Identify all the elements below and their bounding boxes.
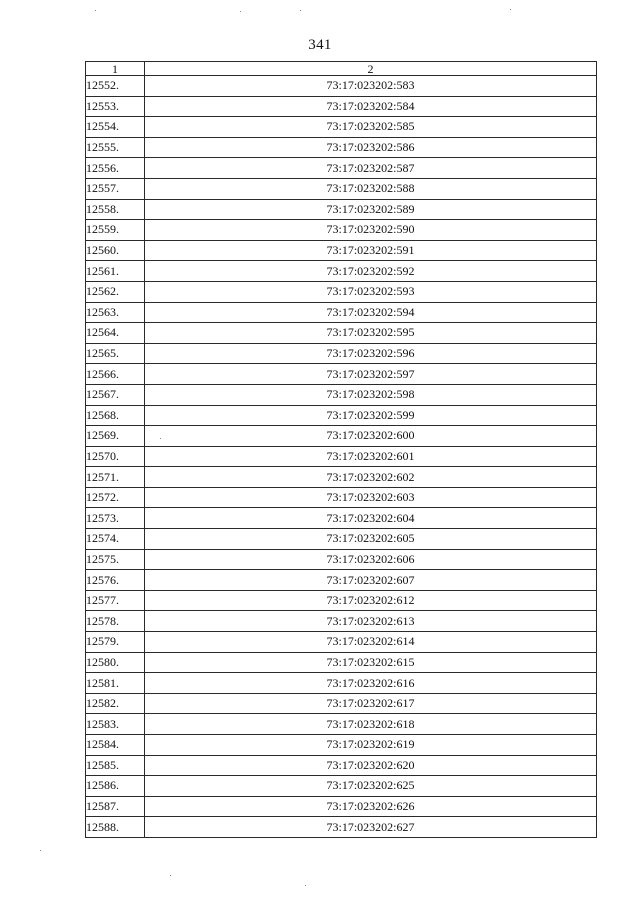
row-number: 12569.: [86, 426, 145, 447]
row-number: 12554.: [86, 117, 145, 138]
cadastral-number: 73:17:023202:618: [145, 714, 597, 735]
cadastral-number: 73:17:023202:584: [145, 96, 597, 117]
row-number: 12559.: [86, 220, 145, 241]
table-row: [86, 446, 597, 467]
table-row: [86, 405, 597, 426]
cadastral-number: 73:17:023202:602: [145, 467, 597, 488]
row-number: 12577.: [86, 590, 145, 611]
table-row: [86, 776, 597, 797]
row-number: 12562.: [86, 281, 145, 302]
cadastral-number: 73:17:023202:585: [145, 117, 597, 138]
cadastral-number: 73:17:023202:620: [145, 755, 597, 776]
table-row: [86, 240, 597, 261]
table-row: [86, 137, 597, 158]
row-number: 12570.: [86, 446, 145, 467]
row-number: 12582.: [86, 693, 145, 714]
table-row: [86, 302, 597, 323]
row-number: 12588.: [86, 817, 145, 838]
table-row: [86, 76, 597, 97]
cadastral-number: 73:17:023202:592: [145, 261, 597, 282]
row-number: 12580.: [86, 652, 145, 673]
table-row: [86, 199, 597, 220]
table-row: [86, 755, 597, 776]
cadastral-number: 73:17:023202:591: [145, 240, 597, 261]
table-row: [86, 817, 597, 838]
cadastral-number: 73:17:023202:587: [145, 158, 597, 179]
cadastral-number: 73:17:023202:594: [145, 302, 597, 323]
row-number: 12584.: [86, 735, 145, 756]
row-number: 12553.: [86, 96, 145, 117]
scan-speck: [170, 875, 171, 876]
table-row: [86, 323, 597, 344]
page-number: 341: [308, 37, 332, 53]
cadastral-number: 73:17:023202:603: [145, 487, 597, 508]
cadastral-number: 73:17:023202:616: [145, 673, 597, 694]
cadastral-number: 73:17:023202:601: [145, 446, 597, 467]
table-row: [86, 735, 597, 756]
table-row: [86, 117, 597, 138]
table-row: [86, 220, 597, 241]
table-header-row: [86, 62, 597, 76]
row-number: 12563.: [86, 302, 145, 323]
row-number: 12557.: [86, 178, 145, 199]
table-row: [86, 796, 597, 817]
cadastral-number: 73:17:023202:583: [145, 76, 597, 97]
table-row: [86, 549, 597, 570]
table-row: [86, 693, 597, 714]
table-row: [86, 570, 597, 591]
table-body: [86, 76, 597, 838]
row-number: 12578.: [86, 611, 145, 632]
cadastral-number: 73:17:023202:598: [145, 384, 597, 405]
row-number: 12576.: [86, 570, 145, 591]
table-row: [86, 96, 597, 117]
cadastral-number: 73:17:023202:593: [145, 281, 597, 302]
cadastral-number: 73:17:023202:588: [145, 178, 597, 199]
cadastral-number: 73:17:023202:596: [145, 343, 597, 364]
table-row: [86, 343, 597, 364]
column-header-1: 1: [86, 62, 145, 76]
cadastral-table: [85, 61, 597, 838]
cadastral-number: 73:17:023202:625: [145, 776, 597, 797]
table-row: [86, 673, 597, 694]
cadastral-number: 73:17:023202:627: [145, 817, 597, 838]
table-row: [86, 508, 597, 529]
cadastral-number: 73:17:023202:617: [145, 693, 597, 714]
cadastral-number: 73:17:023202:604: [145, 508, 597, 529]
row-number: 12564.: [86, 323, 145, 344]
table-row: [86, 384, 597, 405]
row-number: 12585.: [86, 755, 145, 776]
cadastral-number: 73:17:023202:605: [145, 529, 597, 550]
scan-speck: [95, 10, 96, 11]
table-row: [86, 158, 597, 179]
cadastral-number: 73:17:023202:619: [145, 735, 597, 756]
row-number: 12552.: [86, 76, 145, 97]
scan-speck: [40, 850, 41, 851]
row-number: 12568.: [86, 405, 145, 426]
cadastral-number: 73:17:023202:612: [145, 590, 597, 611]
scan-speck: [510, 9, 511, 10]
cadastral-number: 73:17:023202:607: [145, 570, 597, 591]
cadastral-number: 73:17:023202:590: [145, 220, 597, 241]
row-number: 12583.: [86, 714, 145, 735]
cadastral-number: 73:17:023202:626: [145, 796, 597, 817]
row-number: 12560.: [86, 240, 145, 261]
cadastral-number: 73:17:023202:614: [145, 632, 597, 653]
row-number: 12566.: [86, 364, 145, 385]
row-number: 12573.: [86, 508, 145, 529]
scan-speck: [240, 11, 241, 12]
row-number: 12571.: [86, 467, 145, 488]
column-header-2: 2: [145, 62, 597, 76]
table-row: [86, 487, 597, 508]
row-number: 12555.: [86, 137, 145, 158]
scan-speck: [300, 10, 301, 11]
table-row: [86, 281, 597, 302]
cadastral-number: 73:17:023202:606: [145, 549, 597, 570]
row-number: 12556.: [86, 158, 145, 179]
table-row: [86, 652, 597, 673]
row-number: 12587.: [86, 796, 145, 817]
row-number: 12581.: [86, 673, 145, 694]
cadastral-number: 73:17:023202:599: [145, 405, 597, 426]
table-row: [86, 364, 597, 385]
table-row: [86, 611, 597, 632]
table-row: [86, 632, 597, 653]
table-row: [86, 590, 597, 611]
row-number: 12558.: [86, 199, 145, 220]
row-number: 12567.: [86, 384, 145, 405]
cadastral-number: 73:17:023202:589: [145, 199, 597, 220]
scan-speck: [305, 885, 306, 886]
cadastral-number: 73:17:023202:586: [145, 137, 597, 158]
cadastral-number: 73:17:023202:613: [145, 611, 597, 632]
cadastral-number: 73:17:023202:595: [145, 323, 597, 344]
table-row: [86, 467, 597, 488]
row-number: 12561.: [86, 261, 145, 282]
row-number: 12565.: [86, 343, 145, 364]
row-number: 12586.: [86, 776, 145, 797]
table-row: [86, 426, 597, 447]
row-number: 12579.: [86, 632, 145, 653]
cadastral-number: 73:17:023202:600: [145, 426, 597, 447]
cadastral-number: 73:17:023202:615: [145, 652, 597, 673]
row-number: 12574.: [86, 529, 145, 550]
row-number: 12575.: [86, 549, 145, 570]
table-row: [86, 714, 597, 735]
table-row: [86, 178, 597, 199]
cadastral-number: 73:17:023202:597: [145, 364, 597, 385]
scan-speck: [160, 438, 161, 439]
table-row: [86, 261, 597, 282]
row-number: 12572.: [86, 487, 145, 508]
table-row: [86, 529, 597, 550]
